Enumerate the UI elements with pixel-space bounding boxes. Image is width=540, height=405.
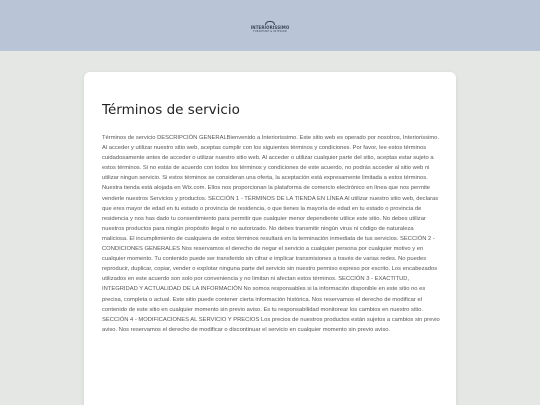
terms-body-text: Términos de servicio DESCRIPCIÓN GENERALBienvenido a Interiorissimo. Este sitio web es operado por nosotros, Interiorissimo. Al acceder y utilizar nuestro sitio web, aceptas cumplir con los siguientes términos y condiciones. Por favor, lee estos términos cuidadosamente antes de acceder o utilizar nuestro sitio web. Al acceder o utilizar cualquier parte del sitio, aceptas estar sujeto a estos términos. Si no estás de acuerdo con todos los términos y condiciones de este acuerdo, no podrás acceder al sitio web ni utilizar ningun servicio. Si estos términos se consideran una oferta, la aceptación está expresamente limitada a estos términos. Nuestra tienda está alojada en Wix.com. Ellos nos proporcionan la plataforma de comercio electrónico en línea que nos permite venderle nuestros Servicios y productos. SECCIÓN 1 - TÉRMINOS DE LA TIENDA EN LÍNEA Al utilizar nuestro sitio web, declaras que eres mayor de edad en tu estado o provincia de residencia, o que tienes la mayoría de edad en tu estado o provincia de residencia y nos has dado tu consentimiento para permitir que cualquier menor dependiente utilice este sitio. No debes utilizar nuestros productos para ningún propósito ilegal o no autorizado. No debes transmitir ningún virus ni código de naturaleza maliciosa. El incumplimiento de cualquiera de estos términos resultará en la terminación inmediata de tus servicios. SECCIÓN 2 - CONDICIONES GENERALES Nos reservamos el derecho de negar el servicio a cualquier persona por cualquier motivo y en cualquier momento. Tu contenido puede ser transferido sin cifrar e implicar transmisiones a través de varias redes. No puedes reproducir, duplicar, copiar, vender o explotar ninguna parte del servicio sin nuestro permiso expreso por escrito. Los encabezados utilizados en este acuerdo son solo por conveniencia y no limitan ni afectan estos términos. SECCIÓN 3 - EXACTITUD, INTEGRIDAD Y ACTUALIDAD DE LA INFORMACIÓN No somos responsables si la información disponible en este sitio no es precisa, completa o actual. Este sitio puede contener cierta información histórica. Nos reservamos el derecho de modificar el contenido de este sitio en cualquier momento sin previo aviso. Es tu responsabilidad monitorear los cambios en nuestro sitio. SECCIÓN 4 - MODIFICACIONES AL SERVICIO Y PRECIOS Los precios de nuestros productos están sujetos a cambios sin previo aviso. Nos reservamos el derecho de modificar o discontinuar el servicio en cualquier momento sin previo aviso. xyxy=(102,135,440,333)
content-card xyxy=(84,72,456,405)
logo-name: INTERIORISSIMO xyxy=(250,24,290,30)
logo-tagline: FURNITURE & INTERIOR xyxy=(253,29,287,33)
site-header xyxy=(0,0,540,51)
site-logo[interactable] xyxy=(251,21,290,33)
logo-arch-icon xyxy=(265,21,275,25)
page-title: Términos de servicio xyxy=(102,102,240,118)
